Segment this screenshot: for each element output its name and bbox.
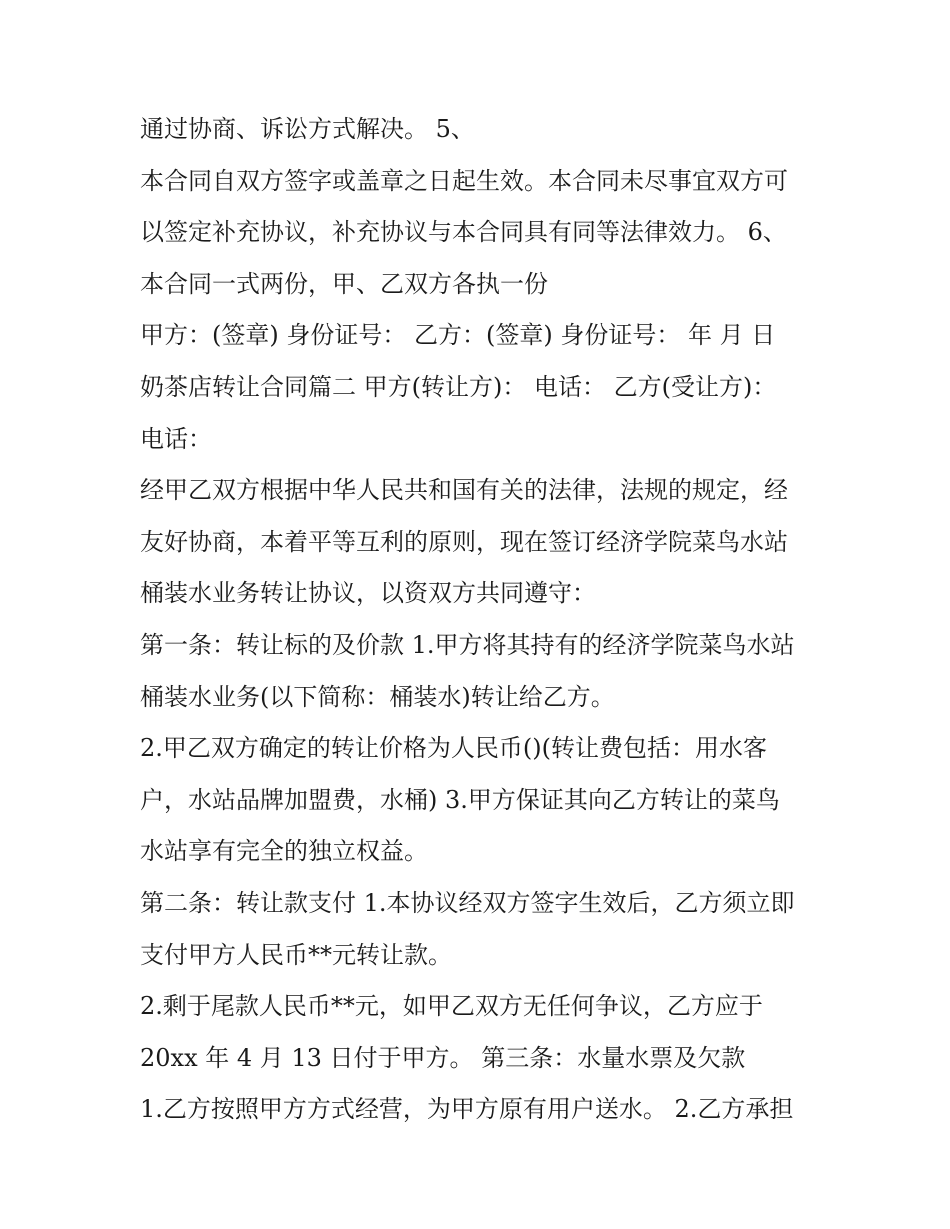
text-line: 水站享有完全的独立权益。 bbox=[140, 837, 428, 866]
text-line: 第二条：转让款支付 1.本协议经双方签字生效后，乙方须立即 bbox=[140, 888, 795, 917]
text-line: 1.乙方按照甲方方式经营，为甲方原有用户送水。 2.乙方承担 bbox=[140, 1095, 794, 1124]
text-line: 奶茶店转让合同篇二 甲方(转让方)： 电话： 乙方(受让方)： bbox=[140, 372, 777, 401]
text-line: 本合同一式两份，甲、乙双方各执一份 bbox=[140, 269, 548, 298]
text-line: 经甲乙双方根据中华人民共和国有关的法律，法规的规定，经 bbox=[140, 476, 788, 505]
text-line: 桶装水业务(以下简称：桶装水)转让给乙方。 bbox=[140, 682, 615, 711]
text-line: 友好协商，本着平等互利的原则，现在签订经济学院菜鸟水站 bbox=[140, 527, 788, 556]
text-line: 桶装水业务转让协议，以资双方共同遵守： bbox=[140, 579, 596, 608]
text-line: 户，水站品牌加盟费，水桶) 3.甲方保证其向乙方转让的菜鸟 bbox=[140, 785, 780, 814]
text-line: 通过协商、诉讼方式解决。 5、 bbox=[140, 115, 475, 143]
text-line: 本合同自双方签字或盖章之日起生效。本合同未尽事宜双方可 bbox=[140, 166, 788, 195]
text-line: 第一条：转让标的及价款 1.甲方将其持有的经济学院菜鸟水站 bbox=[140, 630, 795, 659]
text-line: 支付甲方人民币**元转让款。 bbox=[140, 940, 452, 969]
text-line: 20xx 年 4 月 13 日付于甲方。 第三条：水量水票及欠款 bbox=[140, 1043, 746, 1072]
text-line: 甲方：(签章) 身份证号： 乙方：(签章) 身份证号： 年 月 日 bbox=[140, 321, 776, 350]
text-line: 电话： bbox=[140, 424, 212, 453]
text-line: 以签定补充协议，补充协议与本合同具有同等法律效力。 6、 bbox=[140, 218, 787, 247]
text-line: 2.甲乙双方确定的转让价格为人民币()(转让费包括：用水客 bbox=[140, 734, 767, 763]
document-body bbox=[140, 104, 820, 1136]
text-line: 2.剩于尾款人民币**元，如甲乙双方无任何争议，乙方应于 bbox=[140, 992, 763, 1021]
